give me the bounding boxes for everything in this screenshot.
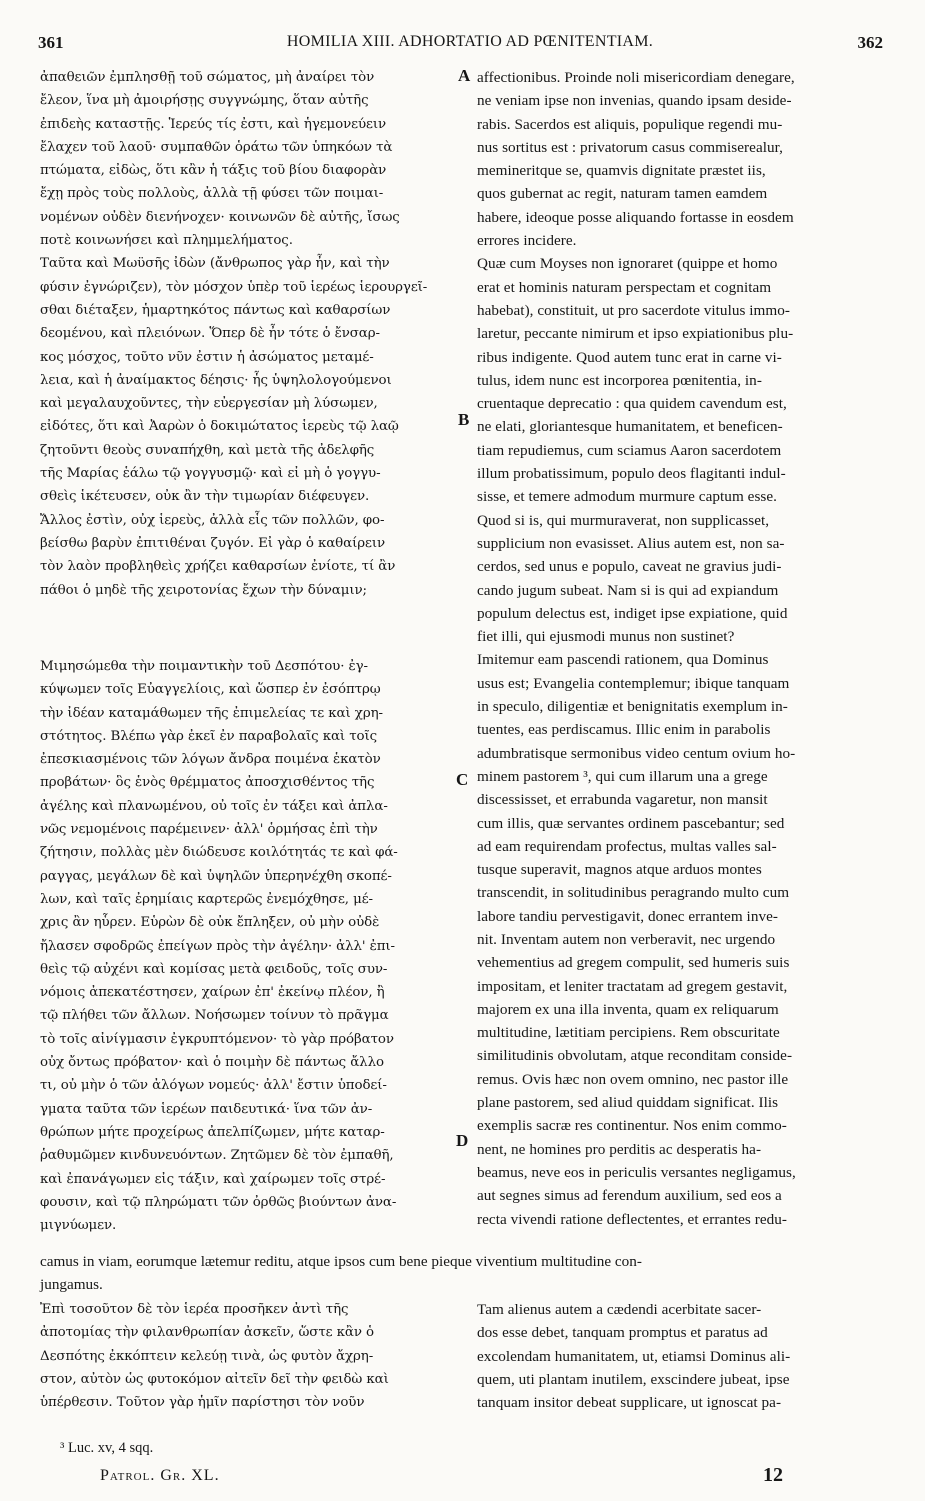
page-header bbox=[0, 33, 925, 55]
text-line: τι, οὐ μὴν ὁ τῶν ἀλόγων νομεύς· ἀλλ' ἔστιν ὑποδεί- bbox=[40, 1078, 387, 1094]
text-line: θρώπων μήτε προχείρως ἀπελπίζωμεν, μήτε καταρ- bbox=[40, 1124, 385, 1140]
text-line: ad eam requirendam profectus, multas valles sal- bbox=[477, 837, 777, 855]
text-line: remus. Ovis hæc non ovem omnino, nec pastor ille bbox=[477, 1070, 789, 1088]
text-line: similitudinis obvolutam, atque reconditam conside- bbox=[477, 1047, 793, 1065]
text-line: σθαι διέταξεν, ἡμαρτηκότος πάντως καὶ καθαρσίων bbox=[40, 302, 391, 318]
text-line: in speculo, diligentiæ et benignitatis exemplum in- bbox=[477, 698, 788, 716]
greek-column-block-2 bbox=[40, 655, 460, 1237]
text-line: ἀποτομίας τὴν φιλανθρωπίαν ἀσκεῖν, ὥστε κἂν ὁ bbox=[40, 1325, 375, 1341]
text-line: φουσιν, καὶ τῷ πληρώματι τῶν ὀρθῶς βιούντων ἀνα- bbox=[40, 1194, 397, 1210]
spanning-latin-line-1: camus in viam, eorumque lætemur reditu, atque ipsos cum bene pieque viventium multitudine con- bbox=[40, 1253, 642, 1270]
text-line: nus sortitus est : privatorum casus commiserealur, bbox=[477, 138, 784, 156]
text-line: ἔλεον, ἵνα μὴ ἀμοιρήσῃς συγγνώμης, ὅταν αὐτῆς bbox=[40, 93, 369, 109]
text-line: μιγνύωμεν. bbox=[40, 1218, 117, 1234]
text-line: illum probatissimum, populo deos flagitanti indul- bbox=[477, 465, 786, 483]
text-line: vehementius ad gregem compulit, sed humeris suis bbox=[477, 954, 790, 972]
text-line: στότητος. Βλέπω γὰρ ἐκεῖ ἐν παραβολαῖς καὶ τοῖς bbox=[40, 728, 378, 744]
spanning-latin-line-2: jungamus. bbox=[40, 1276, 103, 1293]
text-line: πάθοι ὁ μηδὲ τῆς χειροτονίας ἔχων τὴν δύναμιν; bbox=[40, 582, 367, 598]
text-line: Quod si is, qui murmuraverat, non supplicasset, bbox=[477, 511, 770, 529]
text-line: labore tandiu pervestigavit, donec errantem inve- bbox=[477, 907, 779, 925]
text-line: προβάτων· ὃς ἑνὸς θρέμματος ἀποσχισθέντος τῆς bbox=[40, 775, 375, 791]
text-line: impositam, et leniter tractatam ad gregem gestavit, bbox=[477, 977, 788, 995]
text-line: quos gubernat ac regit, naturam tamen eamdem bbox=[477, 185, 768, 203]
text-line: Imitemur eam pascendi rationem, qua Dominus bbox=[477, 651, 769, 669]
text-line: tusque superavit, magnos atque arduos montes bbox=[477, 861, 762, 879]
text-line: φύσιν ἐγνώριζεν), τὸν μόσχον ὑπὲρ τοῦ ἱερέως ἱερουργεῖ- bbox=[40, 279, 428, 295]
text-line: ἀγέλης καὶ πλανωμένου, οὐ τοῖς ἐν τάξει καὶ ἀπλα- bbox=[40, 798, 388, 814]
text-line: ἀπαθειῶν ἐμπλησθῇ τοῦ σώματος, μὴ ἀναίρει τὸν bbox=[40, 70, 375, 85]
text-line: quem, uti plantam inutilem, exscindere jubeat, ipse bbox=[477, 1370, 790, 1388]
text-line: cando jugum subeat. Nam si is qui ad expiandum bbox=[477, 581, 779, 599]
margin-marker-a: A bbox=[458, 66, 471, 85]
text-line: populum delectus est, indiget ipse expiatione, quid bbox=[477, 604, 788, 622]
text-line: ἤλασεν σφοδρῶς ἐπείγων πρὸς τὴν ἀγέλην· ἀλλ' ἐπι- bbox=[40, 938, 395, 954]
text-line: δεομένου, καὶ πλειόνων. Ὅπερ δὲ ἦν τότε ὁ ἔνσαρ- bbox=[40, 326, 380, 342]
text-line: χρις ἂν ηὗρεν. Εὑρὼν δὲ οὐκ ἔπληξεν, οὐ μὴν οὐδὲ bbox=[40, 915, 380, 931]
signature-series: Gr. XL. bbox=[160, 1467, 220, 1484]
text-line: tanquam insitor debeat supplicare, ut ignoscat pa- bbox=[477, 1394, 782, 1412]
latin-column-block-1 bbox=[477, 66, 892, 1231]
text-line: multitudine, lætitiam percipiens. Rem obscuritate bbox=[477, 1024, 780, 1042]
text-line: discessisset, et errabunda vagaretur, non mansit bbox=[477, 791, 768, 809]
text-line: καὶ μεγαλαυχοῦντες, τὴν εὐεργεσίαν μὴ λύσωμεν, bbox=[40, 396, 378, 412]
text-line: ὑπέρθεσιν. Τοῦτον γὰρ ἡμῖν παρίστησι τὸν νοῦν bbox=[40, 1395, 365, 1411]
text-line: affectionibus. Proinde noli misericordiam denegare, bbox=[477, 69, 795, 86]
page-number-right: 362 bbox=[857, 33, 883, 52]
text-line: ne elati, gloriantesque humanitatem, et beneficen- bbox=[477, 418, 783, 436]
text-line: memineritque se, quamvis dignitate præstet iis, bbox=[477, 162, 766, 180]
text-line: ραγγας, μεγάλων δὲ καὶ ὑψηλῶν ὑπερηνέχθη σκοπέ- bbox=[40, 868, 392, 884]
text-line: ζητοῦντι θεοὺς συναπήχθη, καὶ μετὰ τῆς ἀδελφῆς bbox=[40, 442, 375, 458]
text-line: cruentaque deprecatio : qua quidem cavendum est, bbox=[477, 395, 787, 413]
text-line: usus est; Evangelia contemplemur; ibique tanquam bbox=[477, 674, 790, 692]
text-line: rabis. Sacerdos est aliquis, populique regendi mu- bbox=[477, 115, 783, 133]
text-line: nent, ne homines pro perditis ac desperatis ha- bbox=[477, 1140, 762, 1158]
text-line: Ἐπὶ τοσοῦτον δὲ τὸν ἱερέα προσῆκεν ἀντὶ τῆς bbox=[40, 1302, 349, 1317]
text-line: ζήτησιν, πολλὰς μὲν διώδευσε κοιλότητάς τε καὶ φά- bbox=[40, 845, 398, 861]
text-line: Tam alienus autem a cædendi acerbitate sacer- bbox=[477, 1301, 762, 1318]
text-line: ἔλαχεν τοῦ λαοῦ· συμπαθῶν ὁράτω τῶν ὑπηκόων τὰ bbox=[40, 139, 393, 155]
text-line: λεια, καὶ ἡ ἀναίμακτος δέησις· ἧς ὑψηλολογούμενοι bbox=[40, 372, 392, 388]
text-line: κος μόσχος, τοῦτο νῦν ἐστιν ἡ ἀσώματος μεταμέ- bbox=[40, 349, 374, 365]
signature-line bbox=[100, 1467, 220, 1485]
text-line: εἰδότες, ὅτι καὶ Ἀαρὼν ὁ δοκιμώτατος ἱερεὺς τῷ λαῷ bbox=[40, 419, 399, 435]
page-number-left: 361 bbox=[38, 33, 64, 52]
text-line: γματα ταῦτα τῶν ἱερέων παιδευτικά· ἵνα τῶν ἀν- bbox=[40, 1101, 373, 1117]
text-line: θεὶς τῷ αὐχένι καὶ κομίσας μετὰ φειδοῦς, τοῖς συν- bbox=[40, 961, 388, 977]
text-line: beamus, neve eos in periculis versantes negligamus, bbox=[477, 1163, 796, 1181]
text-line: ribus indigente. Quod autem tunc erat in carne vi- bbox=[477, 348, 782, 366]
text-line: cerdos, sed unus e populo, caveat ne gravius judi- bbox=[477, 558, 782, 576]
text-line: transcendit, in solitudinibus peragrando multo cum bbox=[477, 884, 790, 902]
sheet-number: 12 bbox=[763, 1464, 783, 1486]
text-line: καὶ ἐπανάγωμεν εἰς τάξιν, καὶ χαίρωμεν τοῖς στρέ- bbox=[40, 1171, 386, 1187]
margin-marker-c: C bbox=[456, 770, 469, 789]
text-line: Δεσπότης ἐκκόπτειν κελεύῃ τινὰ, ὡς φυτὸν ἄχρη- bbox=[40, 1348, 374, 1364]
text-line: habere, ideoque posse aliquando fortasse in eosdem bbox=[477, 208, 794, 226]
text-line: κύψωμεν τοῖς Εὐαγγελίοις, καὶ ὥσπερ ἐν ἐσόπτρῳ bbox=[40, 682, 381, 698]
text-line: τὴν ἰδέαν καταμάθωμεν τῆς ἐπιμελείας τε καὶ χρη- bbox=[40, 705, 383, 721]
text-line: ne veniam ipse non invenias, quando ipsam deside- bbox=[477, 92, 792, 110]
text-line: ἔχῃ πρὸς τοὺς πολλοὺς, ἀλλὰ τῇ φύσει τῶν ποιμαι- bbox=[40, 186, 384, 202]
text-line: dos esse debet, tanquam promptus et paratus ad bbox=[477, 1324, 768, 1342]
text-line: minem pastorem ³, qui cum illarum una a grege bbox=[477, 767, 768, 785]
text-line: σθεὶς ἱκέτευσεν, οὐκ ἂν τὴν τιμωρίαν διέφευγεν. bbox=[40, 489, 370, 505]
text-line: cum illis, quæ servantes ordinem pascebantur; sed bbox=[477, 814, 785, 832]
text-line: πτώματα, εἰδὼς, ὅτι κἂν ἡ τάξις τοῦ βίου διαφορὰν bbox=[40, 163, 387, 179]
text-line: tulus, idem nunc est incorporea pœnitentia, in- bbox=[477, 371, 762, 389]
text-line: laretur, peccante nimirum et ipso expiationibus plu- bbox=[477, 325, 794, 343]
text-line: errores incidere. bbox=[477, 232, 577, 250]
text-line: tuentes, eas perdiscamus. Illic enim in parabolis bbox=[477, 721, 771, 739]
margin-marker-d: D bbox=[456, 1131, 469, 1150]
text-line: erat et hominis naturam perspectam et cognitam bbox=[477, 278, 772, 296]
text-line: οὐχ ὄντως πρόβατον· καὶ ὁ ποιμὴν δὲ πάντως ἄλλο bbox=[40, 1055, 384, 1071]
text-line: nit. Inventam autem non verberavit, nec urgendo bbox=[477, 930, 776, 948]
text-line: στον, αὐτὸν ὡς φυτοκόμον αἰτεῖν δεῖ τὴν φειδὼ καὶ bbox=[40, 1371, 389, 1387]
text-line: νόμοις ἀπεκατέστησεν, χαίρων ἐπ' ἐκείνῳ πλέον, ἢ bbox=[40, 985, 385, 1001]
text-line: Quæ cum Moyses non ignoraret (quippe et homo bbox=[477, 255, 778, 273]
text-line: Ἄλλος ἐστὶν, οὐχ ἱερεὺς, ἀλλὰ εἷς τῶν πολλῶν, φο- bbox=[40, 512, 385, 528]
text-line: ποτὲ κοινωνήσει καὶ πλημμελήματος. bbox=[40, 233, 293, 249]
text-line: τῆς Μαρίας ἑάλω τῷ γογγυσμῷ· καὶ εἰ μὴ ὁ γογγυ- bbox=[40, 466, 381, 482]
text-line: excolendam humanitatem, ut, etiamsi Dominus ali- bbox=[477, 1347, 791, 1365]
text-line: supplicium non evasisset. Alius autem est, non sa- bbox=[477, 534, 785, 552]
text-line: tiam repudiemus, cum sciamus Aaron sacerdotem bbox=[477, 441, 782, 459]
text-line: βείσθω βαρὺν ἐπιτιθέναι ζυγόν. Εἰ γὰρ ὁ καθαίρειν bbox=[40, 535, 386, 551]
text-line: adumbratisque sermonibus video centum ovium ho- bbox=[477, 744, 796, 762]
text-line: τὸ τοῖς αἰνίγμασιν ἐγκρυπτόμενον· τὸ γὰρ πρόβατον bbox=[40, 1031, 394, 1047]
text-line: Ταῦτα καὶ Μωϋσῆς ἰδὼν (ἄνθρωπος γὰρ ἦν, καὶ τὴν bbox=[40, 256, 390, 272]
text-line: exemplis sacræ res continentur. Nos enim commo- bbox=[477, 1117, 787, 1135]
text-line: recta vivendi ratione deflectentes, et errantes redu- bbox=[477, 1210, 788, 1228]
text-line: νομένων οὐδὲν διενήνοχεν· κοινωνῶν δὲ αὐτῆς, ἴσως bbox=[40, 209, 400, 225]
text-line: sisse, et temere admodum murmure captum esse. bbox=[477, 488, 778, 506]
text-line: ἐπεσκιασμένοις τῶν λόγων ἄνδρα ποιμένα ἑκατὸν bbox=[40, 752, 381, 768]
footnote: ³ Luc. xv, 4 sqq. bbox=[60, 1440, 154, 1456]
signature-patrol: Patrol. bbox=[100, 1467, 156, 1484]
text-line: ἐπιδεὴς καταστῇς. Ἱερεύς τίς ἐστι, καὶ ἡγεμονεύειν bbox=[40, 116, 387, 132]
text-line: τῷ πλήθει τῶν ἄλλων. Νοήσωμεν τοίνυν τὸ πρᾶγμα bbox=[40, 1008, 389, 1024]
greek-column-block-1 bbox=[40, 66, 460, 602]
latin-column-block-2 bbox=[477, 1298, 892, 1414]
text-line: λων, καὶ ταῖς ἐρημίαις καρτερῶς ἐνεμόχθησε, μέ- bbox=[40, 891, 373, 907]
greek-column-block-3 bbox=[40, 1298, 460, 1414]
margin-marker-b: B bbox=[458, 410, 470, 429]
text-line: plane pastorem, sed aliud quiddam significat. Ilis bbox=[477, 1094, 779, 1112]
text-line: Μιμησώμεθα τὴν ποιμαντικὴν τοῦ Δεσπότου· ἐγ- bbox=[40, 659, 368, 674]
running-title: HOMILIA XIII. ADHORTATIO AD PŒNITENTIAM. bbox=[286, 33, 654, 50]
text-line: νῶς νεμομένοις παρέμεινεν· ἀλλ' ὁρμήσας ἐπὶ τὴν bbox=[40, 822, 378, 838]
text-line: ῥαθυμῶμεν κινδυνευόντων. Ζητῶμεν δὲ τὸν ἐμπαθῆ, bbox=[40, 1148, 394, 1164]
text-line: aut segnes simus ad ferendum auxilium, sed eos a bbox=[477, 1187, 782, 1205]
text-line: τὸν λαὸν προβληθεὶς χρήζει καθαρσίων ἐνίοτε, τί ἂν bbox=[40, 559, 396, 575]
text-line: majorem ex una illa inventa, quam ex reliquarum bbox=[477, 1000, 779, 1018]
text-line: fiet illi, qui ejusmodi munus non sustinet? bbox=[477, 628, 735, 646]
text-line: habebat), constituit, ut pro sacerdote vitulus immo- bbox=[477, 301, 791, 319]
